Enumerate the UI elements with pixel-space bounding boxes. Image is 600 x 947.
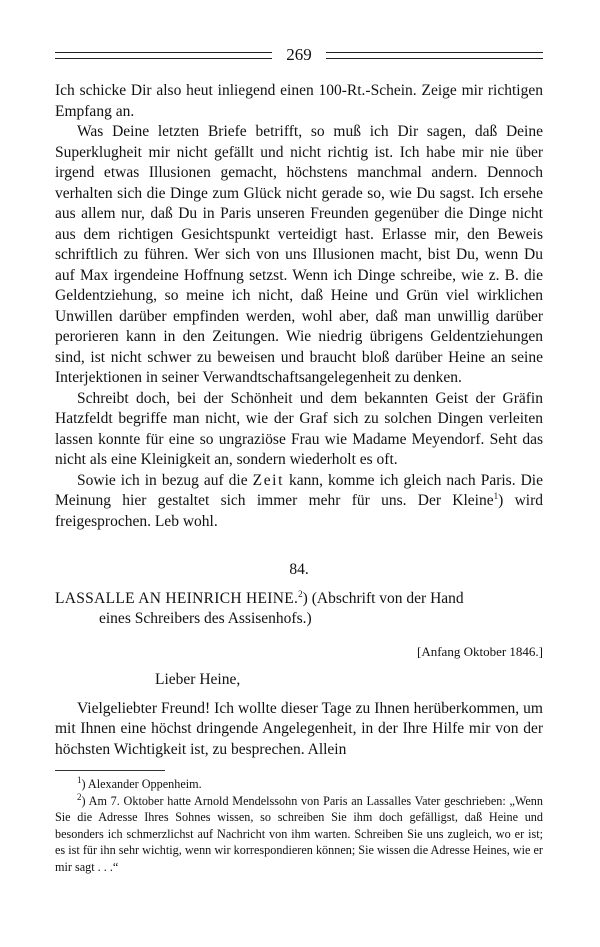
header-rule-right xyxy=(326,52,543,59)
letter-date: [Anfang Oktober 1846.] xyxy=(417,643,543,659)
letter-text: Vielgeliebter Freund! Ich wollte dieser Tage zu Ihnen herüberkommen, um mit Ihnen eine höchst dringende Angelegenheit, in der Ihre Hilfe mir von der höchsten Wichtigkeit ist, zu besprechen. Allein xyxy=(55,699,543,758)
header-rule-left xyxy=(55,52,272,59)
paragraph-3: Schreibt doch, bei der Schönheit und dem bekannten Geist der Gräfin Hatzfeldt begriffe man nicht, wie der Graf sich zu solchen Dingen verleiten lassen konnte für eine so ungraziöse Frau wie Madame Meyendorf. Seht das nicht als eine Kleinigkeit an, sondern wiederholt es oft. xyxy=(55,389,543,468)
paragraph-1: Ich schicke Dir also heut inliegend einen 100-Rt.-Schein. Zeige mir richtigen Empfang an. xyxy=(55,82,543,120)
footnote-ref-1: 1 xyxy=(493,490,499,501)
main-text xyxy=(55,81,543,760)
footnote-1: $^1$) Alexander Oppenheim. xyxy=(77,774,202,791)
footnote-2: $^2$) Am 7. Oktober hatte Arnold Mendelssohn von Paris an Lassalles Vater geschrieben: „Wenn Sie die Adresse Ihres Sohnes wissen, so schreiben Sie ihm doch gefälligst, daß Heine und besonders ich schmerzlichst auf Nachricht von ihm warten. Schreiben Sie uns zugleich, wo er ist; es ist für ihn sehr wichtig, wenn wir korrespondieren können; Sie wissen die Adresse Heines, wie er mir sagt . . .“ xyxy=(55,791,543,874)
footnotes xyxy=(55,776,543,875)
page-number: 269 xyxy=(286,45,312,64)
letter-title-continued: eines Schreibers des Assisenhofs.) xyxy=(99,610,312,627)
letter-title-rest: ) (Abschrift von der Hand xyxy=(302,589,464,607)
letter-heading xyxy=(55,589,543,630)
letter-title: LASSALLE AN HEINRICH HEINE. xyxy=(55,589,299,607)
footnote-ref-2: 2 xyxy=(298,588,303,599)
footnote-divider xyxy=(55,770,165,771)
paragraph-4: Sowie ich in bezug auf die Zeit kann, komme ich gleich nach Paris. Die Meinung hier gestaltet sich immer mehr für uns. Der Kleine$^1$) wird freigesprochen. Leb wohl. xyxy=(55,471,543,530)
letter-number: 84. xyxy=(289,561,309,578)
page-header xyxy=(55,40,543,70)
paragraph-2: Was Deine letzten Briefe betrifft, so muß ich Dir sagen, daß Deine Superklugheit mir nicht gefällt und nicht richtig ist. Ich habe mir nie über irgend etwas Illusionen gemacht, höchstens manchmal andern. Dennoch verhalten sich die Dinge zum Glück nicht gerade so, wie Du sagst. Ich ersehe aus allem nur, daß Du in Paris unseren Freunden gegenüber die Dinge nicht aus dem richtigen Gesichtspunkt verteidigt hast. Erlasse mir, den Beweis schriftlich zu führen. Wer sich von uns Illusionen macht, bist Du, wenn Du auf Max irgendeine Hoffnung setzst. Wenn ich Dinge schreibe, wie z. B. die Geldentziehung, so meine ich nicht, daß Heine und Grün viel wirklichen Unwillen darüber empfinden werden, wohl aber, daß man unwillig darüber perorieren kann in den Zeitungen. Wie niedrig übrigens Geldentziehungen sind, ist nicht schwer zu beweisen und braucht bloß darüber Heine an seine Interjektionen in seiner Verwandtschaftsangelegenheit zu denken. xyxy=(55,123,543,386)
emphasis-zeit: Zeit xyxy=(252,471,284,489)
letter-greeting: Lieber Heine, xyxy=(155,671,241,688)
